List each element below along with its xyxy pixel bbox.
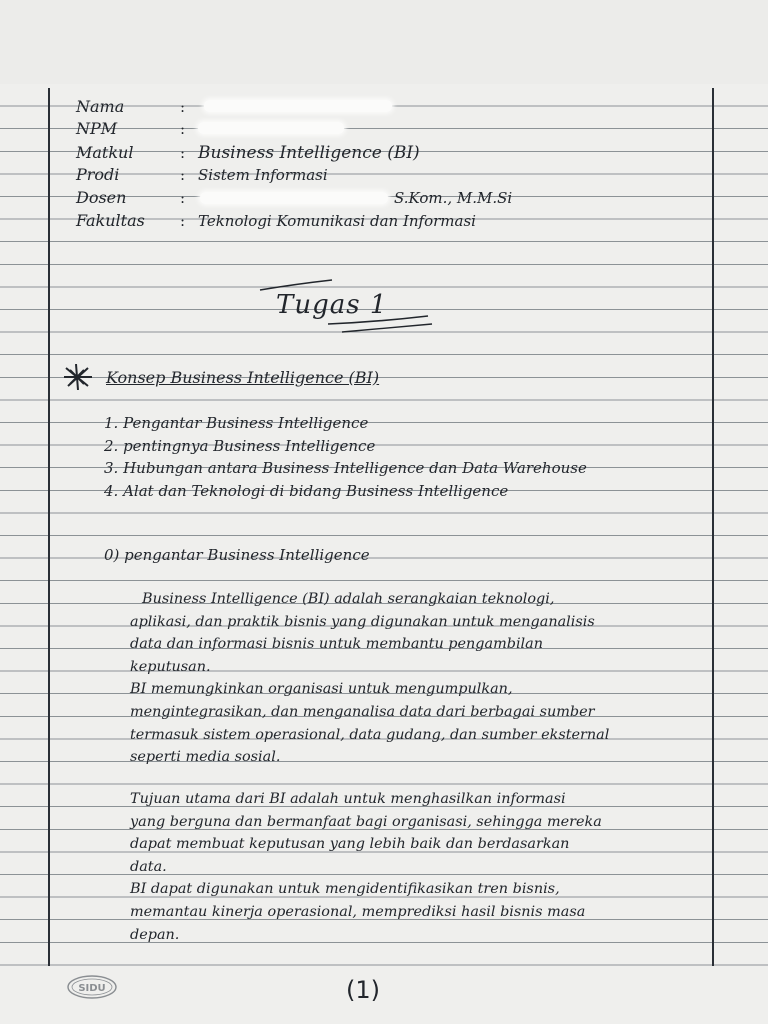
redaction-mark <box>198 122 344 134</box>
page-title: Tugas 1 <box>276 290 388 320</box>
header-label: Matkul <box>76 143 134 162</box>
subsection-heading: 0) pengantar Business Intelligence <box>104 546 370 564</box>
list-item: 1. Pengantar Business Intelligence <box>104 414 369 432</box>
paragraph-line: seperti media sosial. <box>130 749 281 766</box>
header-row-nama <box>76 96 696 118</box>
list-item: 4. Alat dan Teknologi di bidang Business Intelligence <box>104 481 509 500</box>
logo-text: SIDU <box>78 983 106 994</box>
paragraph-line: data. <box>130 858 167 875</box>
paragraph-line: memantau kinerja operasional, memprediksi hasil bisnis masa <box>130 903 586 920</box>
paragraph-line: keputusan. <box>130 658 211 675</box>
paragraph-line: data dan informasi bisnis untuk membantu pengambilan <box>130 636 543 653</box>
header-label: Nama <box>76 97 125 116</box>
paragraph-line: BI memungkinkan organisasi untuk mengumpulkan, <box>130 681 513 698</box>
topic-list <box>104 412 587 502</box>
paragraph-line: yang berguna dan bermanfaat bagi organisasi, sehingga mereka <box>130 813 602 830</box>
paragraph-purpose <box>130 788 710 946</box>
left-margin-line <box>48 88 50 966</box>
list-item: 2. pentingnya Business Intelligence <box>104 436 376 455</box>
header-colon: : <box>180 120 186 138</box>
header-row-prodi <box>76 164 696 186</box>
sidu-logo <box>66 974 118 1000</box>
paragraph-line: Business Intelligence (BI) adalah serangkaian teknologi, <box>142 591 555 607</box>
header-label: Prodi <box>76 165 120 184</box>
paragraph-line: BI dapat digunakan untuk mengidentifikasikan tren bisnis, <box>130 881 560 898</box>
header-colon: : <box>180 98 186 116</box>
header-colon: : <box>180 144 186 162</box>
page-number: (1) <box>346 976 380 1004</box>
header-row-dosen <box>76 187 696 209</box>
header-row-fakultas <box>76 210 696 232</box>
section-title: Konsep Business Intelligence (BI) <box>106 368 380 387</box>
header-colon: : <box>180 189 186 207</box>
header-value: Sistem Informasi <box>198 166 328 184</box>
paragraph-line: mengintegrasikan, dan menganalisa data dari berbagai sumber <box>130 703 595 720</box>
header-row-matkul <box>76 142 696 164</box>
header-row-npm <box>76 118 696 140</box>
paragraph-intro <box>130 588 710 769</box>
list-item: 3. Hubungan antara Business Intelligence dan Data Warehouse <box>104 459 587 478</box>
paragraph-line: aplikasi, dan praktik bisnis yang digunakan untuk menganalisis <box>130 613 595 630</box>
header-value: S.Kom., M.M.Si <box>394 189 513 207</box>
redaction-mark <box>204 100 392 112</box>
right-margin-line <box>712 88 714 968</box>
redaction-mark <box>200 192 388 204</box>
paragraph-line: depan. <box>130 926 180 943</box>
paragraph-line: dapat membuat keputusan yang lebih baik dan berdasarkan <box>130 836 570 853</box>
header-label: Fakultas <box>76 211 145 230</box>
header-colon: : <box>180 166 186 184</box>
header-label: NPM <box>76 119 118 138</box>
header-value: Teknologi Komunikasi dan Informasi <box>198 212 476 230</box>
header-label: Dosen <box>76 188 127 207</box>
header-colon: : <box>180 212 186 230</box>
header-value: Business Intelligence (BI) <box>198 143 420 163</box>
page-top-margin <box>0 0 768 84</box>
paragraph-line: termasuk sistem operasional, data gudang, dan sumber eksternal <box>130 726 610 743</box>
title-underline-strokes <box>256 276 446 336</box>
paragraph-line: Tujuan utama dari BI adalah untuk menghasilkan informasi <box>130 791 566 807</box>
star-scribble-icon <box>64 364 98 390</box>
